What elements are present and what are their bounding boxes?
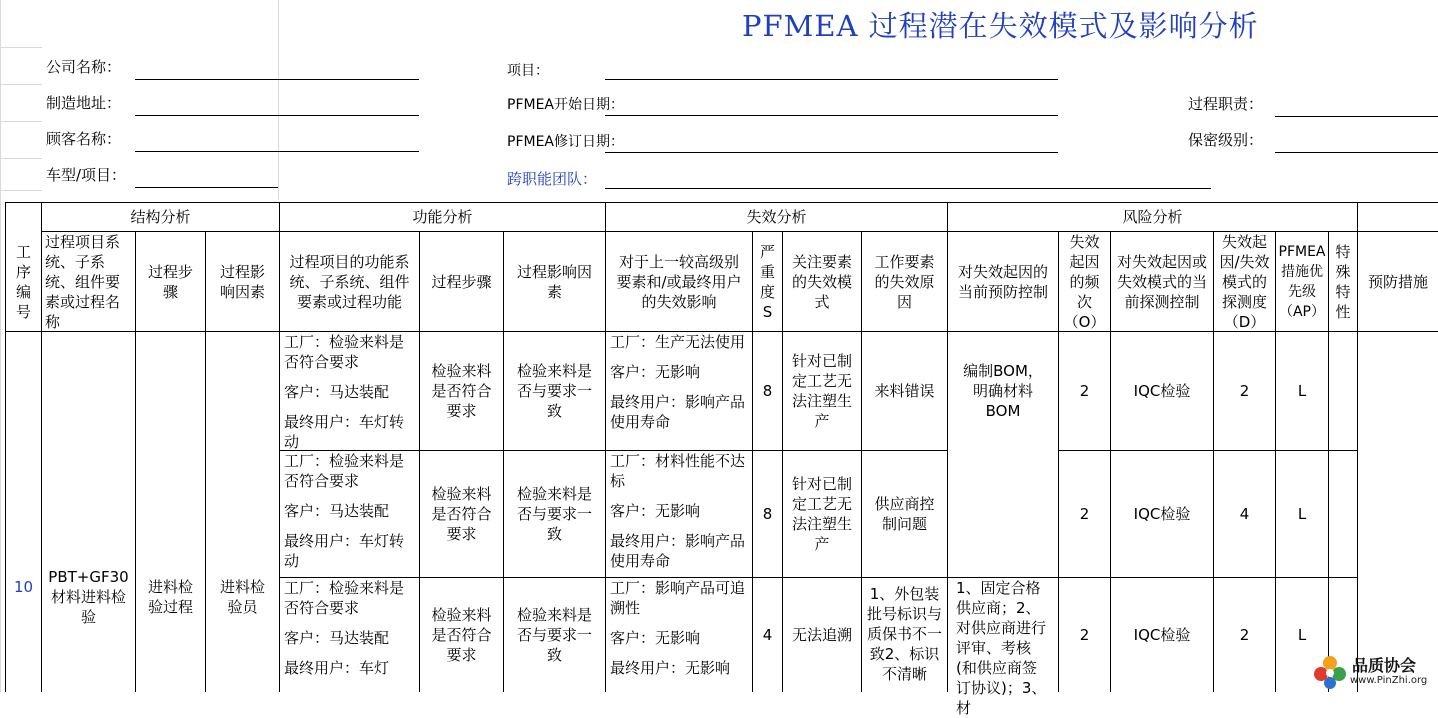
flower-icon: [1310, 652, 1350, 692]
grid-line: [0, 84, 42, 85]
function-cell: 工厂：检验来料是否符合要求 客户：马达装配 最终用户：车灯转动: [284, 452, 405, 570]
watermark-logo: [1310, 652, 1438, 692]
group-failure: 失效分析: [746, 208, 807, 226]
responsibility-label: 过程职责：: [1188, 95, 1264, 113]
start-date-field[interactable]: [605, 115, 1058, 116]
ap-cell: L: [1297, 505, 1307, 523]
failure-cause-cell: 供应商控制问题: [874, 495, 935, 533]
col-special: 特殊特性: [1335, 242, 1351, 321]
project-field[interactable]: [605, 79, 1058, 80]
project-label: 项目：: [507, 63, 549, 79]
col-failure-cause: 工作要素的失效原因: [874, 252, 935, 311]
detection-control-cell: IQC检验: [1133, 382, 1191, 400]
col-process-step: 过程步骤: [147, 262, 193, 301]
function-step-cell: 检验来料是否符合要求: [431, 362, 492, 420]
severity-cell: 8: [762, 382, 773, 400]
detection-control-cell: IQC检验: [1133, 505, 1191, 523]
grid-line: [0, 121, 42, 122]
detection-cell: 4: [1239, 505, 1250, 523]
prevention-control-cell: 1、固定合格供应商；2、对供应商进行评审、考核(和供应商签订协议)；3、材: [956, 579, 1047, 717]
col-failure-effect: 对于上一较高级别要素和/或最终用户的失效影响: [616, 252, 742, 311]
col-detection: 失效起因/失效模式的探测度（D）: [1219, 232, 1270, 331]
ap-cell: L: [1297, 626, 1307, 644]
company-label: 公司名称：: [46, 58, 122, 76]
col-detection-control: 对失效起因或失效模式的当前探测控制: [1116, 252, 1207, 311]
function-factor-cell: 检验来料是否与要求一致: [516, 362, 592, 420]
function-factor-cell: 检验来料是否与要求一致: [516, 485, 592, 543]
failure-effect-cell: 工厂：材料性能不达标 客户：无影响 最终用户：影响产品使用寿命: [610, 452, 746, 570]
failure-mode-cell: 无法追溯: [791, 626, 852, 644]
op-number: 10: [13, 578, 34, 596]
address-label: 制造地址：: [46, 94, 122, 112]
vehicle-field[interactable]: [135, 187, 278, 188]
watermark-brand: 品质协会: [1352, 656, 1417, 675]
col-prevention-control: 对失效起因的当前预防控制: [957, 262, 1048, 301]
failure-mode-cell: 针对已制定工艺无法注塑生产: [791, 475, 852, 553]
function-step-cell: 检验来料是否符合要求: [431, 485, 492, 543]
detection-cell: 2: [1239, 626, 1250, 644]
function-factor-cell: 检验来料是否与要求一致: [516, 606, 592, 664]
grid-line: [0, 190, 42, 191]
grid-line: [0, 158, 42, 159]
col-process-factor: 过程影响因素: [219, 262, 265, 301]
col-failure-mode: 关注要素的失效模式: [791, 252, 852, 311]
col-ap: PFMEA措施优先级（AP）: [1278, 243, 1326, 320]
failure-cause-cell: 来料错误: [874, 382, 935, 400]
process-step: 进料检验过程: [147, 578, 193, 616]
process-item: PBT+GF30材料进料检验: [48, 568, 129, 626]
confidentiality-field[interactable]: [1275, 152, 1438, 153]
col-process-item: 过程项目系统、子系统、组件要素或过程名称: [45, 232, 121, 331]
failure-mode-cell: 针对已制定工艺无法注塑生产: [791, 352, 852, 430]
col-function-step: 过程步骤: [431, 272, 492, 291]
occurrence-cell: 2: [1079, 626, 1090, 644]
col-prevention-action: 预防措施: [1367, 272, 1428, 291]
company-field[interactable]: [135, 79, 419, 80]
failure-effect-cell: 工厂：影响产品可追溯性 客户：无影响 最终用户：无影响: [610, 579, 746, 677]
occurrence-cell: 2: [1079, 382, 1090, 400]
group-structure: 结构分析: [130, 208, 191, 226]
grid-line: [278, 0, 279, 200]
confidentiality-label: 保密级别：: [1188, 131, 1264, 149]
function-cell: 工厂：检验来料是否符合要求 客户：马达装配 最终用户：车灯: [284, 579, 405, 677]
grid-line: [0, 47, 42, 48]
group-function: 功能分析: [412, 208, 473, 226]
watermark-site: www.PinZhi.org: [1350, 675, 1428, 686]
col-function-item: 过程项目的功能系统、子系统、组件要素或过程功能: [289, 252, 410, 311]
col-severity: 严重度S: [759, 242, 775, 321]
col-op-no: 工序编号: [15, 242, 31, 321]
vehicle-label: 车型/项目：: [46, 166, 127, 184]
detection-control-cell: IQC检验: [1133, 626, 1191, 644]
revision-date-label: PFMEA修订日期：: [507, 134, 624, 150]
function-cell: 工厂：检验来料是否符合要求 客户：马达装配 最终用户：车灯转动: [284, 333, 405, 451]
function-step-cell: 检验来料是否符合要求: [431, 606, 492, 664]
col-occurrence: 失效起因的频次（O）: [1063, 232, 1106, 331]
team-field[interactable]: [605, 188, 1211, 189]
responsibility-field[interactable]: [1275, 116, 1438, 117]
failure-effect-cell: 工厂：生产无法使用 客户：无影响 最终用户：影响产品使用寿命: [610, 333, 746, 431]
revision-date-field[interactable]: [605, 152, 1058, 153]
group-risk: 风险分析: [1122, 208, 1183, 226]
severity-cell: 4: [762, 626, 773, 644]
occurrence-cell: 2: [1079, 505, 1090, 523]
customer-field[interactable]: [135, 151, 419, 152]
failure-cause-cell: 1、外包装批号标识与质保书不一致2、标识不清晰: [867, 585, 943, 683]
address-field[interactable]: [135, 115, 419, 116]
customer-label: 顾客名称：: [46, 130, 122, 148]
prevention-control-cell: 编制BOM，明确材料BOM: [963, 362, 1043, 420]
ap-cell: L: [1297, 382, 1307, 400]
team-label: 跨职能团队：: [507, 170, 598, 188]
page-title: PFMEA 过程潜在失效模式及影响分析: [742, 9, 1259, 43]
detection-cell: 2: [1239, 382, 1250, 400]
grid-edge: [0, 0, 1, 692]
start-date-label: PFMEA开始日期：: [507, 97, 624, 113]
process-factor: 进料检验员: [219, 578, 265, 616]
severity-cell: 8: [762, 505, 773, 523]
col-function-factor: 过程影响因素: [516, 262, 592, 301]
